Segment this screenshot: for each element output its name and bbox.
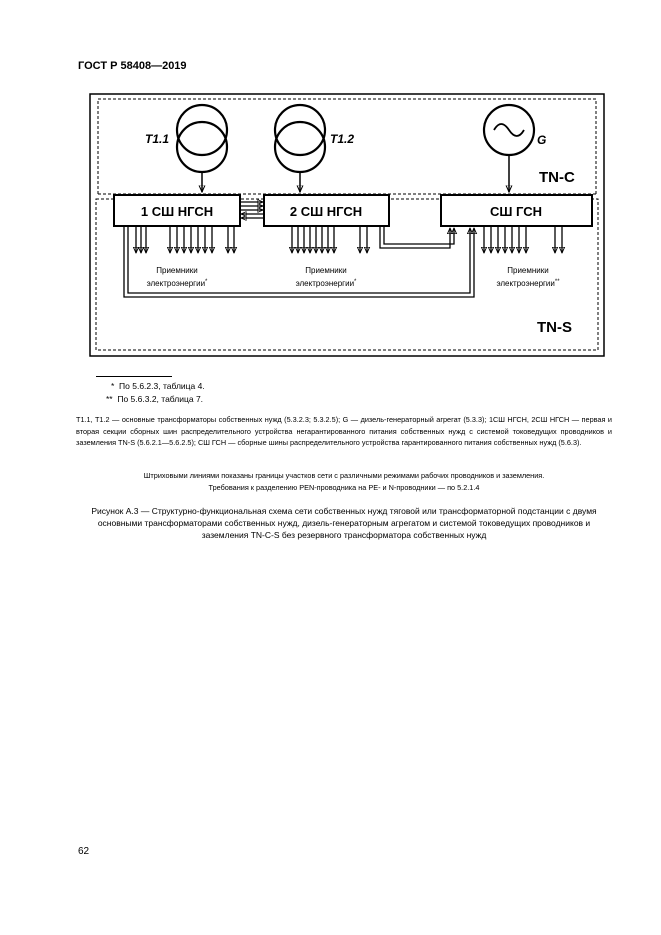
dashed-lines-note: Штриховыми линиями показаны границы участков сети с различными режимами рабочих проводников и заземления. Требования к разделению PEN-проводника на PE- и N-проводники — по 5.2.1.4 bbox=[143, 471, 545, 492]
bus-1-label: 1 СШ НГСН bbox=[140, 204, 214, 219]
transformer-t11 bbox=[177, 105, 227, 192]
transformer-t11-label: T1.1 bbox=[145, 132, 170, 146]
bus-2-outputs bbox=[292, 226, 367, 253]
bus-2-label: 2 СШ НГСН bbox=[289, 204, 363, 219]
feed-bus2-to-gsn bbox=[380, 226, 454, 248]
footnote-rule bbox=[96, 376, 172, 377]
consumer-3-line1: Приемники bbox=[507, 266, 549, 275]
network-diagram bbox=[88, 92, 606, 358]
consumer-2-line2: электроэнергии* bbox=[295, 279, 357, 288]
footnote-1: * По 5.6.2.3, таблица 4. bbox=[111, 381, 205, 391]
consumer-1-line2: электроэнергии* bbox=[146, 279, 208, 288]
legend-notes: T1.1, T1.2 — основные трансформаторы собственных нужд (5.3.2.3; 5.3.2.5); G — дизель-генераторный агрегат (5.3.3); 1СШ НГСН, 2СШ НГСН — первая и вторая секции сборных шин распределительного устройства негарантированного питания собственных нужд с системой токоведущих проводников и заземления TN-S (5.6.2.1—5.6.2.5); СШ ГСН — сборные шины распределительного устройства гарантированного питания собственных нужд (5.6.3). bbox=[76, 415, 612, 447]
generator bbox=[484, 105, 534, 192]
bus-1-outputs bbox=[136, 226, 234, 253]
transformer-t12 bbox=[275, 105, 325, 192]
figure-caption: Рисунок А.3 — Структурно-функциональная схема сети собственных нужд тяговой или трансформаторной подстанции с двумя основными трансформаторами собственных нужд, дизель-генераторным агрегатом и системой токоведущих проводников и заземления TN-C-S без резервного трансформатора собственных нужд bbox=[91, 506, 597, 540]
document-header: ГОСТ Р 58408—2019 bbox=[78, 60, 187, 72]
consumer-3-line2: электроэнергии** bbox=[496, 279, 560, 288]
consumer-1-line1: Приемники bbox=[156, 266, 198, 275]
bus-3-label: СШ ГСН bbox=[489, 204, 543, 219]
transformer-t12-label: T1.2 bbox=[330, 132, 355, 146]
page-number: 62 bbox=[78, 846, 90, 857]
consumer-2-line1: Приемники bbox=[305, 266, 347, 275]
tnc-zone-label: TN-C bbox=[539, 169, 575, 186]
footnote-2: ** По 5.6.3.2, таблица 7. bbox=[106, 394, 204, 404]
tns-zone-label: TN-S bbox=[537, 319, 572, 336]
bus-tie-arrows bbox=[240, 202, 264, 218]
generator-label: G bbox=[537, 133, 547, 147]
bus-3-outputs bbox=[484, 226, 562, 253]
tnc-boundary bbox=[98, 99, 596, 194]
